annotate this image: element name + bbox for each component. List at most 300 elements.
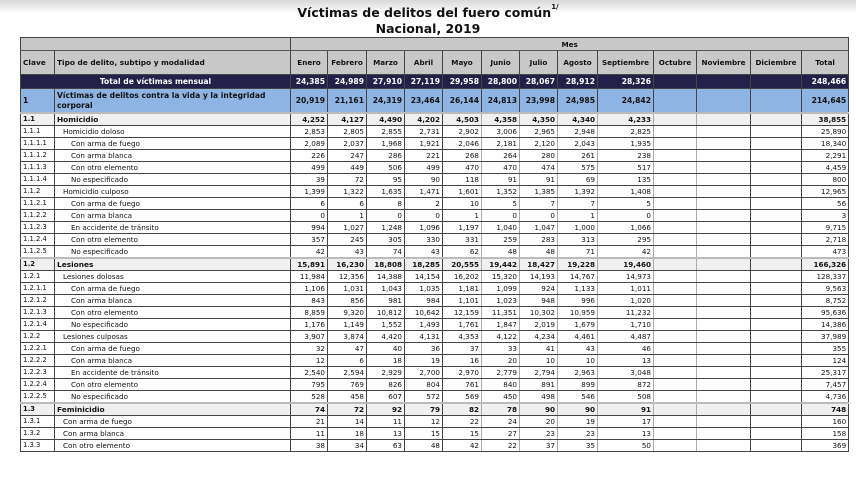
month-cell: 1,023 xyxy=(482,295,520,307)
table-row xyxy=(21,198,849,210)
month-cell: 924 xyxy=(520,283,558,295)
month-cell xyxy=(751,331,802,343)
month-cell: 1,761 xyxy=(443,319,482,331)
table-row xyxy=(21,186,849,198)
month-cell xyxy=(697,355,751,367)
month-cell: 42 xyxy=(291,246,328,259)
month-cell: 826 xyxy=(367,379,405,391)
title-text: Víctimas de delitos del fuero común xyxy=(297,5,552,20)
month-cell: 2,853 xyxy=(291,126,328,138)
month-cell xyxy=(697,174,751,186)
month-cell xyxy=(697,210,751,222)
month-cell: 32 xyxy=(291,343,328,355)
month-cell xyxy=(654,174,697,186)
table-row xyxy=(21,416,849,428)
total-cell xyxy=(751,75,802,89)
section-cell: 24,842 xyxy=(598,89,654,114)
row-total: 124 xyxy=(802,355,849,367)
table-row xyxy=(21,174,849,186)
header-total: Total xyxy=(802,51,849,75)
month-cell: 2,779 xyxy=(482,367,520,379)
month-cell xyxy=(697,343,751,355)
total-cell: 28,912 xyxy=(558,75,598,89)
month-cell: 804 xyxy=(405,379,443,391)
row-label: En accidente de tránsito xyxy=(55,222,291,234)
month-cell: 74 xyxy=(291,403,328,416)
header-month: Agosto xyxy=(558,51,598,75)
row-total: 4,459 xyxy=(802,162,849,174)
month-cell xyxy=(654,126,697,138)
section-cell: 23,998 xyxy=(520,89,558,114)
month-cell: 331 xyxy=(443,234,482,246)
table-row xyxy=(21,222,849,234)
column-header-row xyxy=(21,51,849,75)
row-total: 2,718 xyxy=(802,234,849,246)
section-cell: 24,813 xyxy=(482,89,520,114)
total-cell xyxy=(654,75,697,89)
month-cell: 1,921 xyxy=(405,138,443,150)
row-label: Con arma de fuego xyxy=(55,198,291,210)
month-cell xyxy=(697,307,751,319)
month-cell: 35 xyxy=(558,440,598,452)
month-cell xyxy=(751,113,802,126)
month-cell: 2,855 xyxy=(367,126,405,138)
grand-total: 248,466 xyxy=(802,75,849,89)
row-total: 9,563 xyxy=(802,283,849,295)
month-cell: 506 xyxy=(367,162,405,174)
month-cell xyxy=(751,355,802,367)
month-cell: 15 xyxy=(405,428,443,440)
month-cell xyxy=(751,198,802,210)
month-cell xyxy=(654,331,697,343)
month-cell: 18 xyxy=(328,428,367,440)
month-cell: 6 xyxy=(291,198,328,210)
month-cell: 19,460 xyxy=(598,258,654,271)
month-cell: 2,970 xyxy=(443,367,482,379)
month-cell: 528 xyxy=(291,391,328,404)
subtotal-row xyxy=(21,258,849,271)
row-label: Homicidio doloso xyxy=(55,126,291,138)
month-cell: 1,493 xyxy=(405,319,443,331)
row-total: 128,337 xyxy=(802,271,849,283)
table-row xyxy=(21,295,849,307)
header-month: Octubre xyxy=(654,51,697,75)
month-cell: 2 xyxy=(405,198,443,210)
month-cell: 1,043 xyxy=(367,283,405,295)
month-cell: 40 xyxy=(367,343,405,355)
row-clave: 1.1.1 xyxy=(21,126,55,138)
month-cell: 2,965 xyxy=(520,126,558,138)
section-cell: 24,985 xyxy=(558,89,598,114)
table-row xyxy=(21,283,849,295)
month-cell: 769 xyxy=(328,379,367,391)
month-cell xyxy=(697,186,751,198)
month-cell: 5 xyxy=(598,198,654,210)
month-cell: 7 xyxy=(520,198,558,210)
month-cell: 283 xyxy=(520,234,558,246)
month-cell: 0 xyxy=(520,210,558,222)
row-total: 160 xyxy=(802,416,849,428)
header-month: Noviembre xyxy=(697,51,751,75)
month-cell: 38 xyxy=(291,440,328,452)
section-cell: 26,144 xyxy=(443,89,482,114)
header-clave: Clave xyxy=(21,51,55,75)
month-cell xyxy=(654,210,697,222)
table-row xyxy=(21,246,849,259)
month-cell: 10 xyxy=(443,198,482,210)
month-cell: 16 xyxy=(443,355,482,367)
row-label: Homicidio xyxy=(55,113,291,126)
month-cell: 1,392 xyxy=(558,186,598,198)
row-total: 38,855 xyxy=(802,113,849,126)
month-cell: 11 xyxy=(291,428,328,440)
month-cell: 14 xyxy=(328,416,367,428)
month-cell: 1,322 xyxy=(328,186,367,198)
month-cell: 8,859 xyxy=(291,307,328,319)
month-cell: 891 xyxy=(520,379,558,391)
month-cell: 1,101 xyxy=(443,295,482,307)
month-cell: 2,902 xyxy=(443,126,482,138)
month-cell: 280 xyxy=(520,150,558,162)
month-group-row xyxy=(21,38,849,51)
total-cell: 27,910 xyxy=(367,75,405,89)
month-cell: 72 xyxy=(328,403,367,416)
row-clave: 1.1.1.2 xyxy=(21,150,55,162)
month-cell: 1,027 xyxy=(328,222,367,234)
month-cell: 16,230 xyxy=(328,258,367,271)
month-cell: 948 xyxy=(520,295,558,307)
month-cell: 12 xyxy=(291,355,328,367)
month-cell: 2,089 xyxy=(291,138,328,150)
month-cell: 4,503 xyxy=(443,113,482,126)
month-cell xyxy=(751,379,802,391)
month-cell: 1,040 xyxy=(482,222,520,234)
month-cell: 3,006 xyxy=(482,126,520,138)
row-total: 9,715 xyxy=(802,222,849,234)
section-cell: 24,319 xyxy=(367,89,405,114)
month-cell xyxy=(751,271,802,283)
month-cell: 499 xyxy=(405,162,443,174)
month-cell xyxy=(751,283,802,295)
month-cell: 247 xyxy=(328,150,367,162)
month-cell xyxy=(697,113,751,126)
month-cell xyxy=(654,258,697,271)
month-cell: 4,131 xyxy=(405,331,443,343)
month-cell: 1,099 xyxy=(482,283,520,295)
table-subtitle: Nacional, 2019 xyxy=(375,21,481,36)
month-cell: 295 xyxy=(598,234,654,246)
row-clave: 1.3.1 xyxy=(21,416,55,428)
row-clave: 1.3.2 xyxy=(21,428,55,440)
month-cell: 14,388 xyxy=(367,271,405,283)
month-cell: 843 xyxy=(291,295,328,307)
month-cell: 48 xyxy=(520,246,558,259)
month-cell: 474 xyxy=(520,162,558,174)
month-cell: 11,984 xyxy=(291,271,328,283)
row-clave: 1.2.1.1 xyxy=(21,283,55,295)
month-cell: 795 xyxy=(291,379,328,391)
month-cell: 840 xyxy=(482,379,520,391)
header-month: Julio xyxy=(520,51,558,75)
month-cell xyxy=(751,258,802,271)
month-cell: 72 xyxy=(328,174,367,186)
month-cell: 1,197 xyxy=(443,222,482,234)
month-cell: 450 xyxy=(482,391,520,404)
total-cell xyxy=(697,75,751,89)
month-cell xyxy=(751,440,802,452)
month-cell: 15 xyxy=(443,428,482,440)
header-month: Diciembre xyxy=(751,51,802,75)
month-cell: 11 xyxy=(367,416,405,428)
month-cell: 1,471 xyxy=(405,186,443,198)
section-total: 214,645 xyxy=(802,89,849,114)
month-cell: 1,133 xyxy=(558,283,598,295)
month-cell: 20 xyxy=(520,416,558,428)
month-cell: 498 xyxy=(520,391,558,404)
row-total: 14,386 xyxy=(802,319,849,331)
month-cell: 48 xyxy=(405,440,443,452)
month-cell: 10,812 xyxy=(367,307,405,319)
total-cell: 29,958 xyxy=(443,75,482,89)
month-cell: 0 xyxy=(405,210,443,222)
section-cell: 21,161 xyxy=(328,89,367,114)
month-cell: 4,490 xyxy=(367,113,405,126)
month-cell xyxy=(654,403,697,416)
row-clave: 1.1.2.3 xyxy=(21,222,55,234)
month-cell: 4,350 xyxy=(520,113,558,126)
table-row xyxy=(21,138,849,150)
month-cell: 470 xyxy=(443,162,482,174)
month-cell xyxy=(697,198,751,210)
month-cell: 4,122 xyxy=(482,331,520,343)
month-cell: 63 xyxy=(367,440,405,452)
row-clave: 1.1.2.4 xyxy=(21,234,55,246)
month-cell: 996 xyxy=(558,295,598,307)
row-label: Feminicidio xyxy=(55,403,291,416)
month-cell: 1 xyxy=(328,210,367,222)
month-cell: 4,353 xyxy=(443,331,482,343)
month-cell: 2,540 xyxy=(291,367,328,379)
row-clave: 1.2.2.2 xyxy=(21,355,55,367)
month-cell: 1,181 xyxy=(443,283,482,295)
month-cell: 2,037 xyxy=(328,138,367,150)
row-label: Homicidio culposo xyxy=(55,186,291,198)
month-cell: 19,228 xyxy=(558,258,598,271)
row-label: Con otro elemento xyxy=(55,234,291,246)
header-month: Junio xyxy=(482,51,520,75)
month-cell: 91 xyxy=(598,403,654,416)
month-cell: 62 xyxy=(443,246,482,259)
month-cell: 2,019 xyxy=(520,319,558,331)
total-cell: 27,119 xyxy=(405,75,443,89)
month-cell: 79 xyxy=(405,403,443,416)
month-cell: 4,487 xyxy=(598,331,654,343)
section-cell: 23,464 xyxy=(405,89,443,114)
month-cell: 4,202 xyxy=(405,113,443,126)
total-cell: 24,989 xyxy=(328,75,367,89)
row-total: 7,457 xyxy=(802,379,849,391)
month-cell: 50 xyxy=(598,440,654,452)
month-cell: 0 xyxy=(291,210,328,222)
month-cell: 508 xyxy=(598,391,654,404)
month-cell: 74 xyxy=(367,246,405,259)
month-cell: 92 xyxy=(367,403,405,416)
row-label: Con arma de fuego xyxy=(55,138,291,150)
month-cell: 10 xyxy=(520,355,558,367)
month-cell: 1,047 xyxy=(520,222,558,234)
month-cell: 259 xyxy=(482,234,520,246)
month-cell xyxy=(654,343,697,355)
month-cell xyxy=(751,391,802,404)
month-cell: 6 xyxy=(328,355,367,367)
row-total: 355 xyxy=(802,343,849,355)
table-row xyxy=(21,234,849,246)
month-cell: 0 xyxy=(598,210,654,222)
month-cell: 43 xyxy=(328,246,367,259)
month-cell: 13 xyxy=(367,428,405,440)
row-clave: 1.1.1.3 xyxy=(21,162,55,174)
header-month: Febrero xyxy=(328,51,367,75)
section-cell xyxy=(654,89,697,114)
row-total: 8,752 xyxy=(802,295,849,307)
month-cell xyxy=(751,367,802,379)
month-cell: 1,408 xyxy=(598,186,654,198)
header-tipo: Tipo de delito, subtipo y modalidad xyxy=(55,51,291,75)
month-cell xyxy=(654,271,697,283)
month-cell xyxy=(751,343,802,355)
section-cell xyxy=(697,89,751,114)
table-row xyxy=(21,150,849,162)
month-cell: 46 xyxy=(598,343,654,355)
row-label: Con otro elemento xyxy=(55,307,291,319)
row-label: Con arma blanca xyxy=(55,295,291,307)
month-cell: 4,127 xyxy=(328,113,367,126)
month-cell: 12,356 xyxy=(328,271,367,283)
month-cell: 48 xyxy=(482,246,520,259)
row-total: 166,326 xyxy=(802,258,849,271)
month-cell xyxy=(654,319,697,331)
month-cell: 357 xyxy=(291,234,328,246)
month-cell: 2,700 xyxy=(405,367,443,379)
month-cell: 42 xyxy=(443,440,482,452)
subtotal-row xyxy=(21,113,849,126)
month-cell: 3,874 xyxy=(328,331,367,343)
row-label: Con otro elemento xyxy=(55,379,291,391)
month-cell xyxy=(751,234,802,246)
month-cell xyxy=(697,403,751,416)
month-group-header: Mes xyxy=(291,38,849,51)
month-cell xyxy=(697,138,751,150)
header-month: Enero xyxy=(291,51,328,75)
month-cell xyxy=(697,331,751,343)
month-cell: 4,340 xyxy=(558,113,598,126)
table-row xyxy=(21,319,849,331)
month-cell: 470 xyxy=(482,162,520,174)
month-cell: 1,066 xyxy=(598,222,654,234)
row-label: No especificado xyxy=(55,319,291,331)
month-cell: 4,420 xyxy=(367,331,405,343)
month-cell: 2,043 xyxy=(558,138,598,150)
month-cell: 6 xyxy=(328,198,367,210)
month-cell: 42 xyxy=(598,246,654,259)
section-cell xyxy=(751,89,802,114)
row-clave: 1.1.2.2 xyxy=(21,210,55,222)
month-cell xyxy=(654,355,697,367)
row-clave: 1.1.2.1 xyxy=(21,198,55,210)
month-cell: 0 xyxy=(367,210,405,222)
row-total: 3 xyxy=(802,210,849,222)
month-cell: 91 xyxy=(520,174,558,186)
month-cell: 11,232 xyxy=(598,307,654,319)
row-label: Con arma de fuego xyxy=(55,416,291,428)
month-cell: 1,149 xyxy=(328,319,367,331)
subtotal-row xyxy=(21,403,849,416)
month-cell: 1,352 xyxy=(482,186,520,198)
month-cell xyxy=(654,367,697,379)
row-label: No especificado xyxy=(55,391,291,404)
month-cell xyxy=(751,186,802,198)
month-cell: 19 xyxy=(558,416,598,428)
row-clave: 1.2.1.4 xyxy=(21,319,55,331)
row-clave: 1.1.1.4 xyxy=(21,174,55,186)
month-cell xyxy=(751,162,802,174)
month-cell: 10 xyxy=(558,355,598,367)
row-label: Con arma de fuego xyxy=(55,283,291,295)
month-cell: 1,552 xyxy=(367,319,405,331)
month-cell xyxy=(751,174,802,186)
month-cell: 19,442 xyxy=(482,258,520,271)
month-cell: 458 xyxy=(328,391,367,404)
month-cell: 1,000 xyxy=(558,222,598,234)
month-cell xyxy=(697,246,751,259)
month-cell: 268 xyxy=(443,150,482,162)
total-cell: 28,326 xyxy=(598,75,654,89)
row-label: Con arma blanca xyxy=(55,210,291,222)
row-total: 56 xyxy=(802,198,849,210)
row-label: Con arma blanca xyxy=(55,355,291,367)
month-cell xyxy=(697,295,751,307)
month-cell xyxy=(697,379,751,391)
month-cell: 1,096 xyxy=(405,222,443,234)
month-cell xyxy=(697,416,751,428)
total-cell: 28,067 xyxy=(520,75,558,89)
month-cell: 95 xyxy=(367,174,405,186)
row-clave: 1.2.2.3 xyxy=(21,367,55,379)
month-cell xyxy=(751,210,802,222)
row-label: Lesiones dolosas xyxy=(55,271,291,283)
month-cell: 1,847 xyxy=(482,319,520,331)
month-cell: 78 xyxy=(482,403,520,416)
month-cell: 1,176 xyxy=(291,319,328,331)
month-cell: 575 xyxy=(558,162,598,174)
row-total: 12,965 xyxy=(802,186,849,198)
month-cell: 14,973 xyxy=(598,271,654,283)
row-clave: 1.2.1 xyxy=(21,271,55,283)
month-cell: 238 xyxy=(598,150,654,162)
month-cell: 984 xyxy=(405,295,443,307)
month-cell: 1,385 xyxy=(520,186,558,198)
row-label: Lesiones xyxy=(55,258,291,271)
month-cell xyxy=(697,150,751,162)
month-cell: 4,358 xyxy=(482,113,520,126)
month-cell: 872 xyxy=(598,379,654,391)
row-total: 25,317 xyxy=(802,367,849,379)
month-cell xyxy=(751,126,802,138)
month-cell: 761 xyxy=(443,379,482,391)
header-month: Mayo xyxy=(443,51,482,75)
month-cell: 4,234 xyxy=(520,331,558,343)
row-label: Lesiones culposas xyxy=(55,331,291,343)
